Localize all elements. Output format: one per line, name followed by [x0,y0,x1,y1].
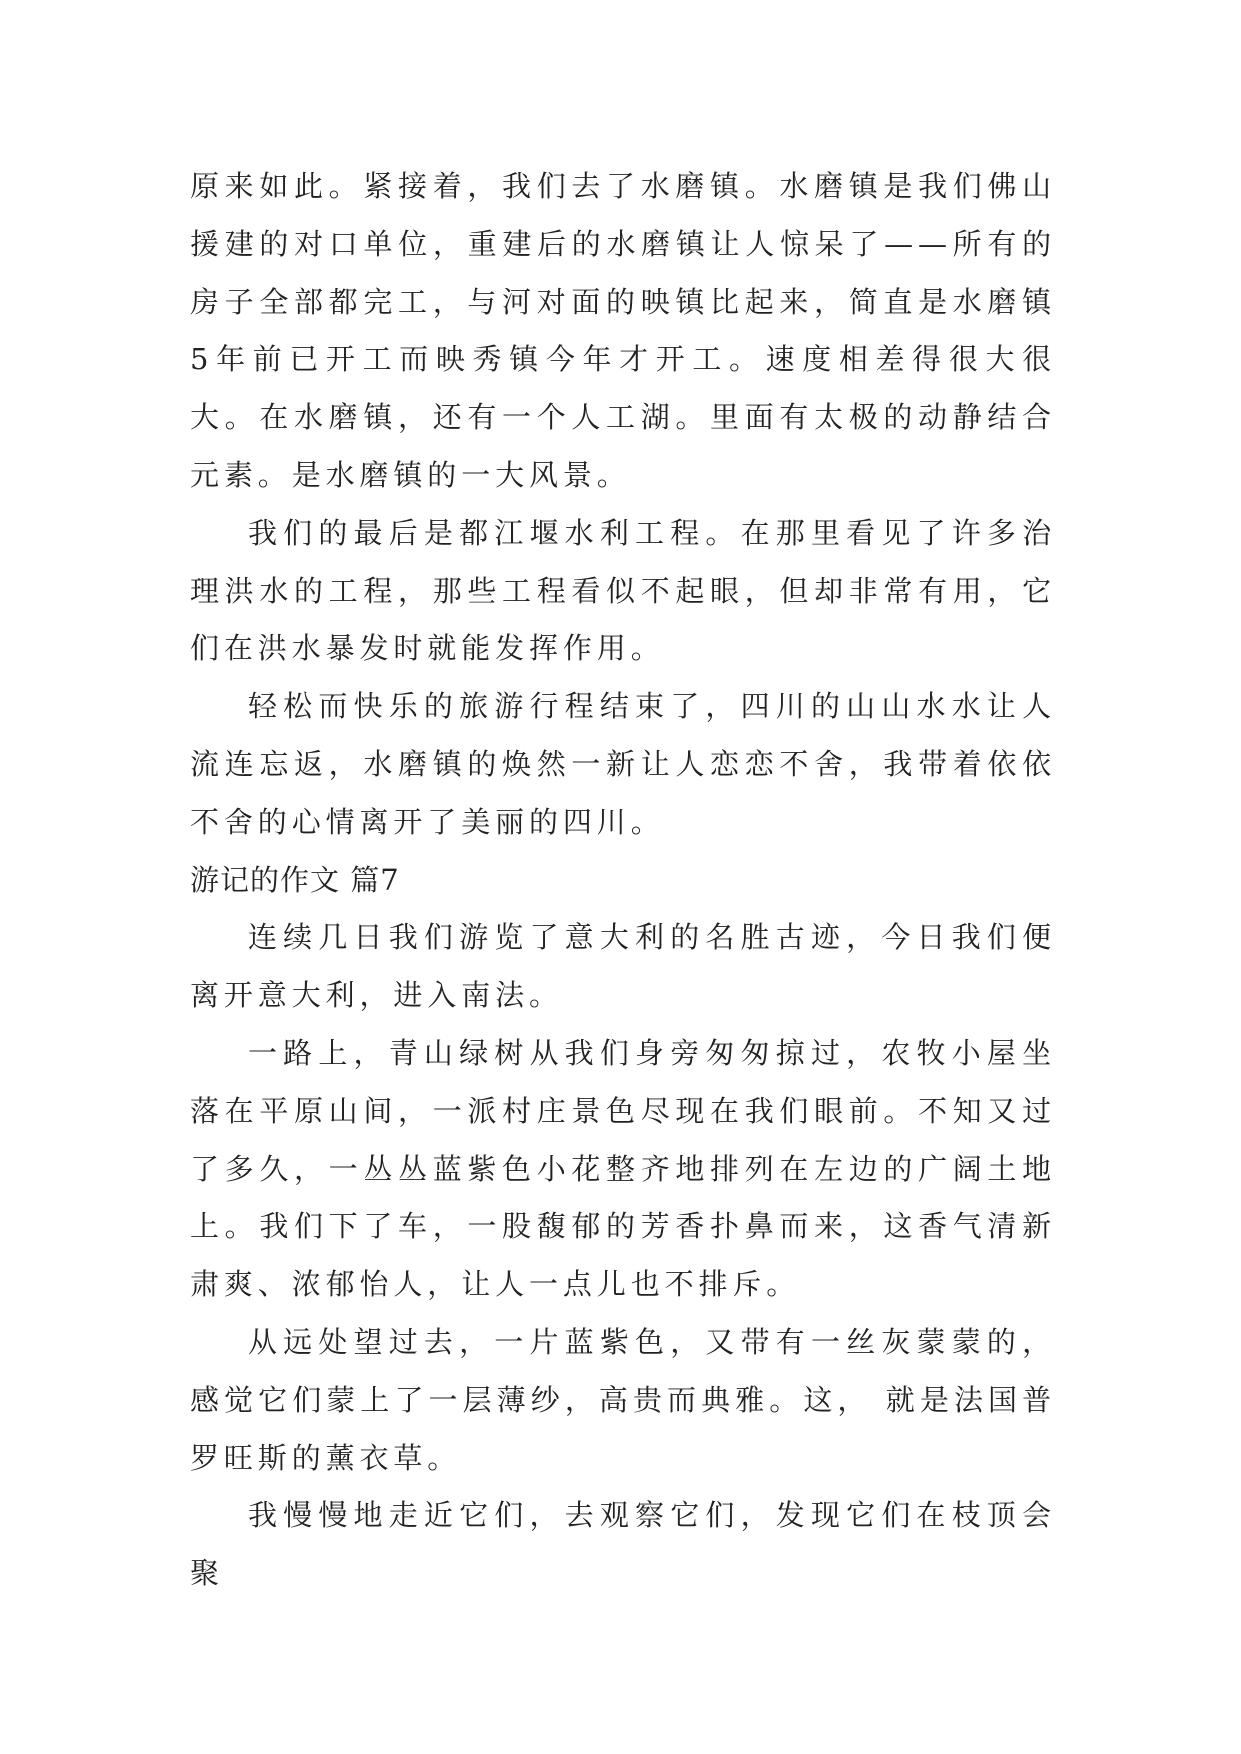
paragraph-lavender-view: 从远处望过去，一片蓝紫色，又带有一丝灰蒙蒙的，感觉它们蒙上了一层薄纱，高贵而典雅。这， 就是法国普罗旺斯的薰衣草。 [190,1324,1056,1475]
paragraph-shuimo-town: 原来如此。紧接着，我们去了水磨镇。水磨镇是我们佛山援建的对口单位，重建后的水磨镇让人惊呆了——所有的房子全部都完工，与河对面的映镇比起来，简直是水磨镇5年前已开工而映秀镇今年才开工。速度相差得很大很大。在水磨镇，还有一个人工湖。里面有太极的动静结合元素。是水磨镇的一大风景。 [190,169,1056,492]
paragraph-trip-end: 轻松而快乐的旅游行程结束了，四川的山山水水让人流连忘返，水磨镇的焕然一新让人恋恋不舍，我带着依依不舍的心情离开了美丽的四川。 [190,689,1056,839]
paragraph-dujiangyan: 我们的最后是都江堰水利工程。在那里看见了许多治理洪水的工程，那些工程看似不起眼，但却非常有用，它们在洪水暴发时就能发挥作用。 [190,515,1056,666]
paragraph-on-the-road: 一路上，青山绿树从我们身旁匆匆掠过，农牧小屋坐落在平原山间，一派村庄景色尽现在我们眼前。不知又过了多久，一丛丛蓝紫色小花整齐地排列在左边的广阔土地上。我们下了车，一股馥郁的芳香扑鼻而来，这香气清新肃爽、浓郁怡人，让人一点儿也不排斥。 [190,1035,1056,1302]
paragraph-approach: 我慢慢地走近它们，去观察它们，发现它们在枝顶会聚 [190,1498,1056,1591]
document-page [190,158,1056,1603]
section-heading: 游记的作文 篇7 [190,862,400,897]
paragraph-leave-italy: 连续几日我们游览了意大利的名胜古迹，今日我们便离开意大利，进入南法。 [190,920,1056,1013]
